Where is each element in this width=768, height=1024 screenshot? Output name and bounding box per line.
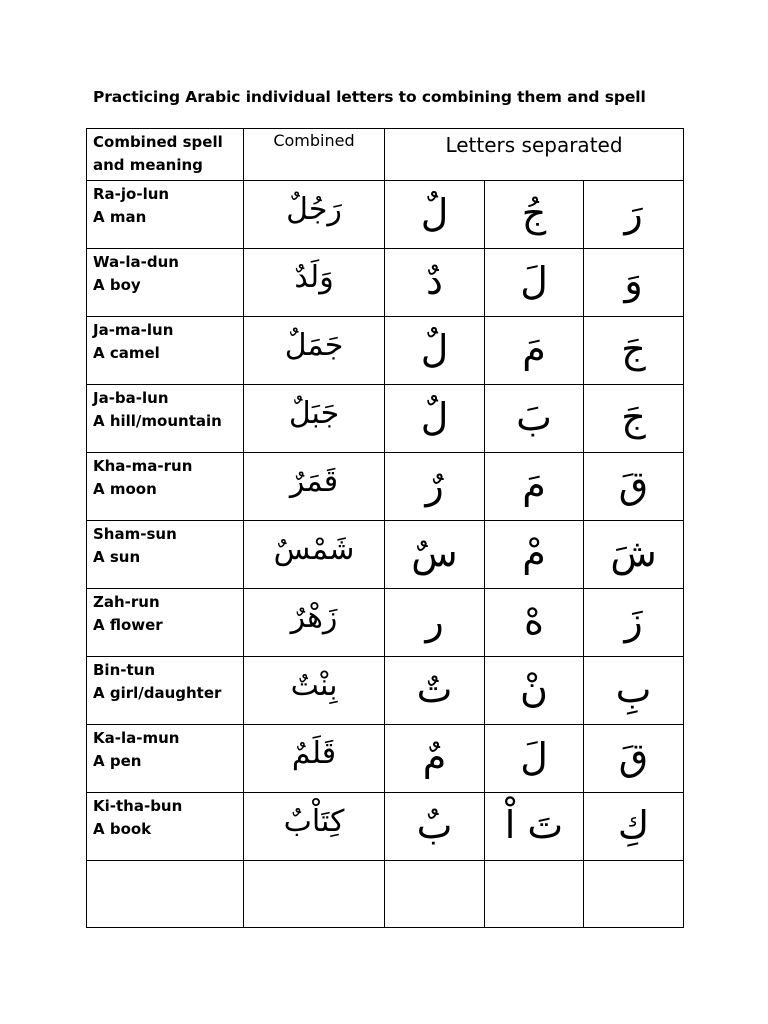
combined-word: وَلَدٌ <box>244 249 385 317</box>
letter-cell-3: لٌ <box>385 181 485 249</box>
combined-word: شَمْسٌ <box>244 521 385 589</box>
table-row <box>87 249 684 317</box>
combined-word: جَمَلٌ <box>244 317 385 385</box>
spelling: Ka-la-mun <box>93 729 180 747</box>
letter-cell-2: بَ <box>485 385 584 453</box>
meaning: A boy <box>93 276 141 294</box>
header-row <box>87 129 684 181</box>
letter-cell-1: رَ <box>584 181 684 249</box>
table-row <box>87 793 684 861</box>
letter-cell-2: لَ <box>485 249 584 317</box>
letter-cell-2: مْ <box>485 521 584 589</box>
meaning: A moon <box>93 480 157 498</box>
meaning: A camel <box>93 344 160 362</box>
letter-cell-2: تَ اْ <box>485 793 584 861</box>
spell-meaning-cell <box>87 657 244 725</box>
table-row <box>87 589 684 657</box>
letters-table <box>86 128 684 928</box>
letter-cell-3: دٌ <box>385 249 485 317</box>
spelling: Ki-tha-bun <box>93 797 183 815</box>
letter-cell-2: جُ <box>485 181 584 249</box>
table-row <box>87 657 684 725</box>
spelling: Ra-jo-lun <box>93 185 170 203</box>
letter-cell-3: رٌ <box>385 453 485 521</box>
spelling: Kha-ma-run <box>93 457 193 475</box>
combined-word: كِتَاْبٌ <box>244 793 385 861</box>
table-row <box>87 725 684 793</box>
table-row <box>87 317 684 385</box>
combined-word: زَهْرٌ <box>244 589 385 657</box>
letter-cell-1: جَ <box>584 317 684 385</box>
meaning: A sun <box>93 548 141 566</box>
spell-meaning-cell <box>87 589 244 657</box>
spelling: Sham-sun <box>93 525 177 543</box>
letter-cell-1: وَ <box>584 249 684 317</box>
spelling: Ja-ma-lun <box>93 321 174 339</box>
meaning: A pen <box>93 752 142 770</box>
letter-cell-2: نْ <box>485 657 584 725</box>
letter-cell-2: مَ <box>485 317 584 385</box>
letter-cell-1: جَ <box>584 385 684 453</box>
header-meaning-line2: and meaning <box>93 156 203 174</box>
combined-word: قَلَمٌ <box>244 725 385 793</box>
meaning: A hill/mountain <box>93 412 222 430</box>
empty-cell <box>584 861 684 928</box>
letter-cell-1: كِ <box>584 793 684 861</box>
spelling: Bin-tun <box>93 661 156 679</box>
meaning: A book <box>93 820 152 838</box>
header-meaning-line1: Combined spell <box>93 133 223 151</box>
letter-cell-3: تٌ <box>385 657 485 725</box>
letter-cell-3: ر <box>385 589 485 657</box>
spell-meaning-cell <box>87 181 244 249</box>
spell-meaning-cell <box>87 793 244 861</box>
letter-cell-2: هْ <box>485 589 584 657</box>
spell-meaning-cell <box>87 725 244 793</box>
letter-cell-1: قَ <box>584 453 684 521</box>
spelling: Ja-ba-lun <box>93 389 169 407</box>
letter-cell-1: قَ <box>584 725 684 793</box>
empty-practice-row <box>87 861 684 928</box>
empty-cell <box>485 861 584 928</box>
letter-cell-1: بِ <box>584 657 684 725</box>
spell-meaning-cell <box>87 453 244 521</box>
empty-cell <box>87 861 244 928</box>
meaning: A flower <box>93 616 163 634</box>
header-letters-separated: Letters separated <box>385 129 684 181</box>
meaning: A man <box>93 208 147 226</box>
combined-word: قَمَرٌ <box>244 453 385 521</box>
spelling: Wa-la-dun <box>93 253 179 271</box>
header-meaning <box>87 129 244 181</box>
empty-cell <box>385 861 485 928</box>
table-row <box>87 521 684 589</box>
table-row <box>87 181 684 249</box>
spell-meaning-cell <box>87 385 244 453</box>
worksheet-title: Practicing Arabic individual letters to combining them and spell <box>93 88 646 106</box>
letter-cell-2: مَ <box>485 453 584 521</box>
spell-meaning-cell <box>87 249 244 317</box>
letter-cell-3: بٌ <box>385 793 485 861</box>
letter-cell-3: سٌ <box>385 521 485 589</box>
spell-meaning-cell <box>87 521 244 589</box>
letter-cell-1: شَ <box>584 521 684 589</box>
meaning: A girl/daughter <box>93 684 222 702</box>
combined-word: بِنْتٌ <box>244 657 385 725</box>
table-row <box>87 453 684 521</box>
combined-word: جَبَلٌ <box>244 385 385 453</box>
letter-cell-3: لٌ <box>385 317 485 385</box>
combined-word: رَجُلٌ <box>244 181 385 249</box>
letter-cell-3: مٌ <box>385 725 485 793</box>
letter-cell-3: لٌ <box>385 385 485 453</box>
header-combined: Combined <box>244 129 385 181</box>
empty-cell <box>244 861 385 928</box>
letter-cell-1: زَ <box>584 589 684 657</box>
spelling: Zah-run <box>93 593 160 611</box>
table-row <box>87 385 684 453</box>
spell-meaning-cell <box>87 317 244 385</box>
letter-cell-2: لَ <box>485 725 584 793</box>
